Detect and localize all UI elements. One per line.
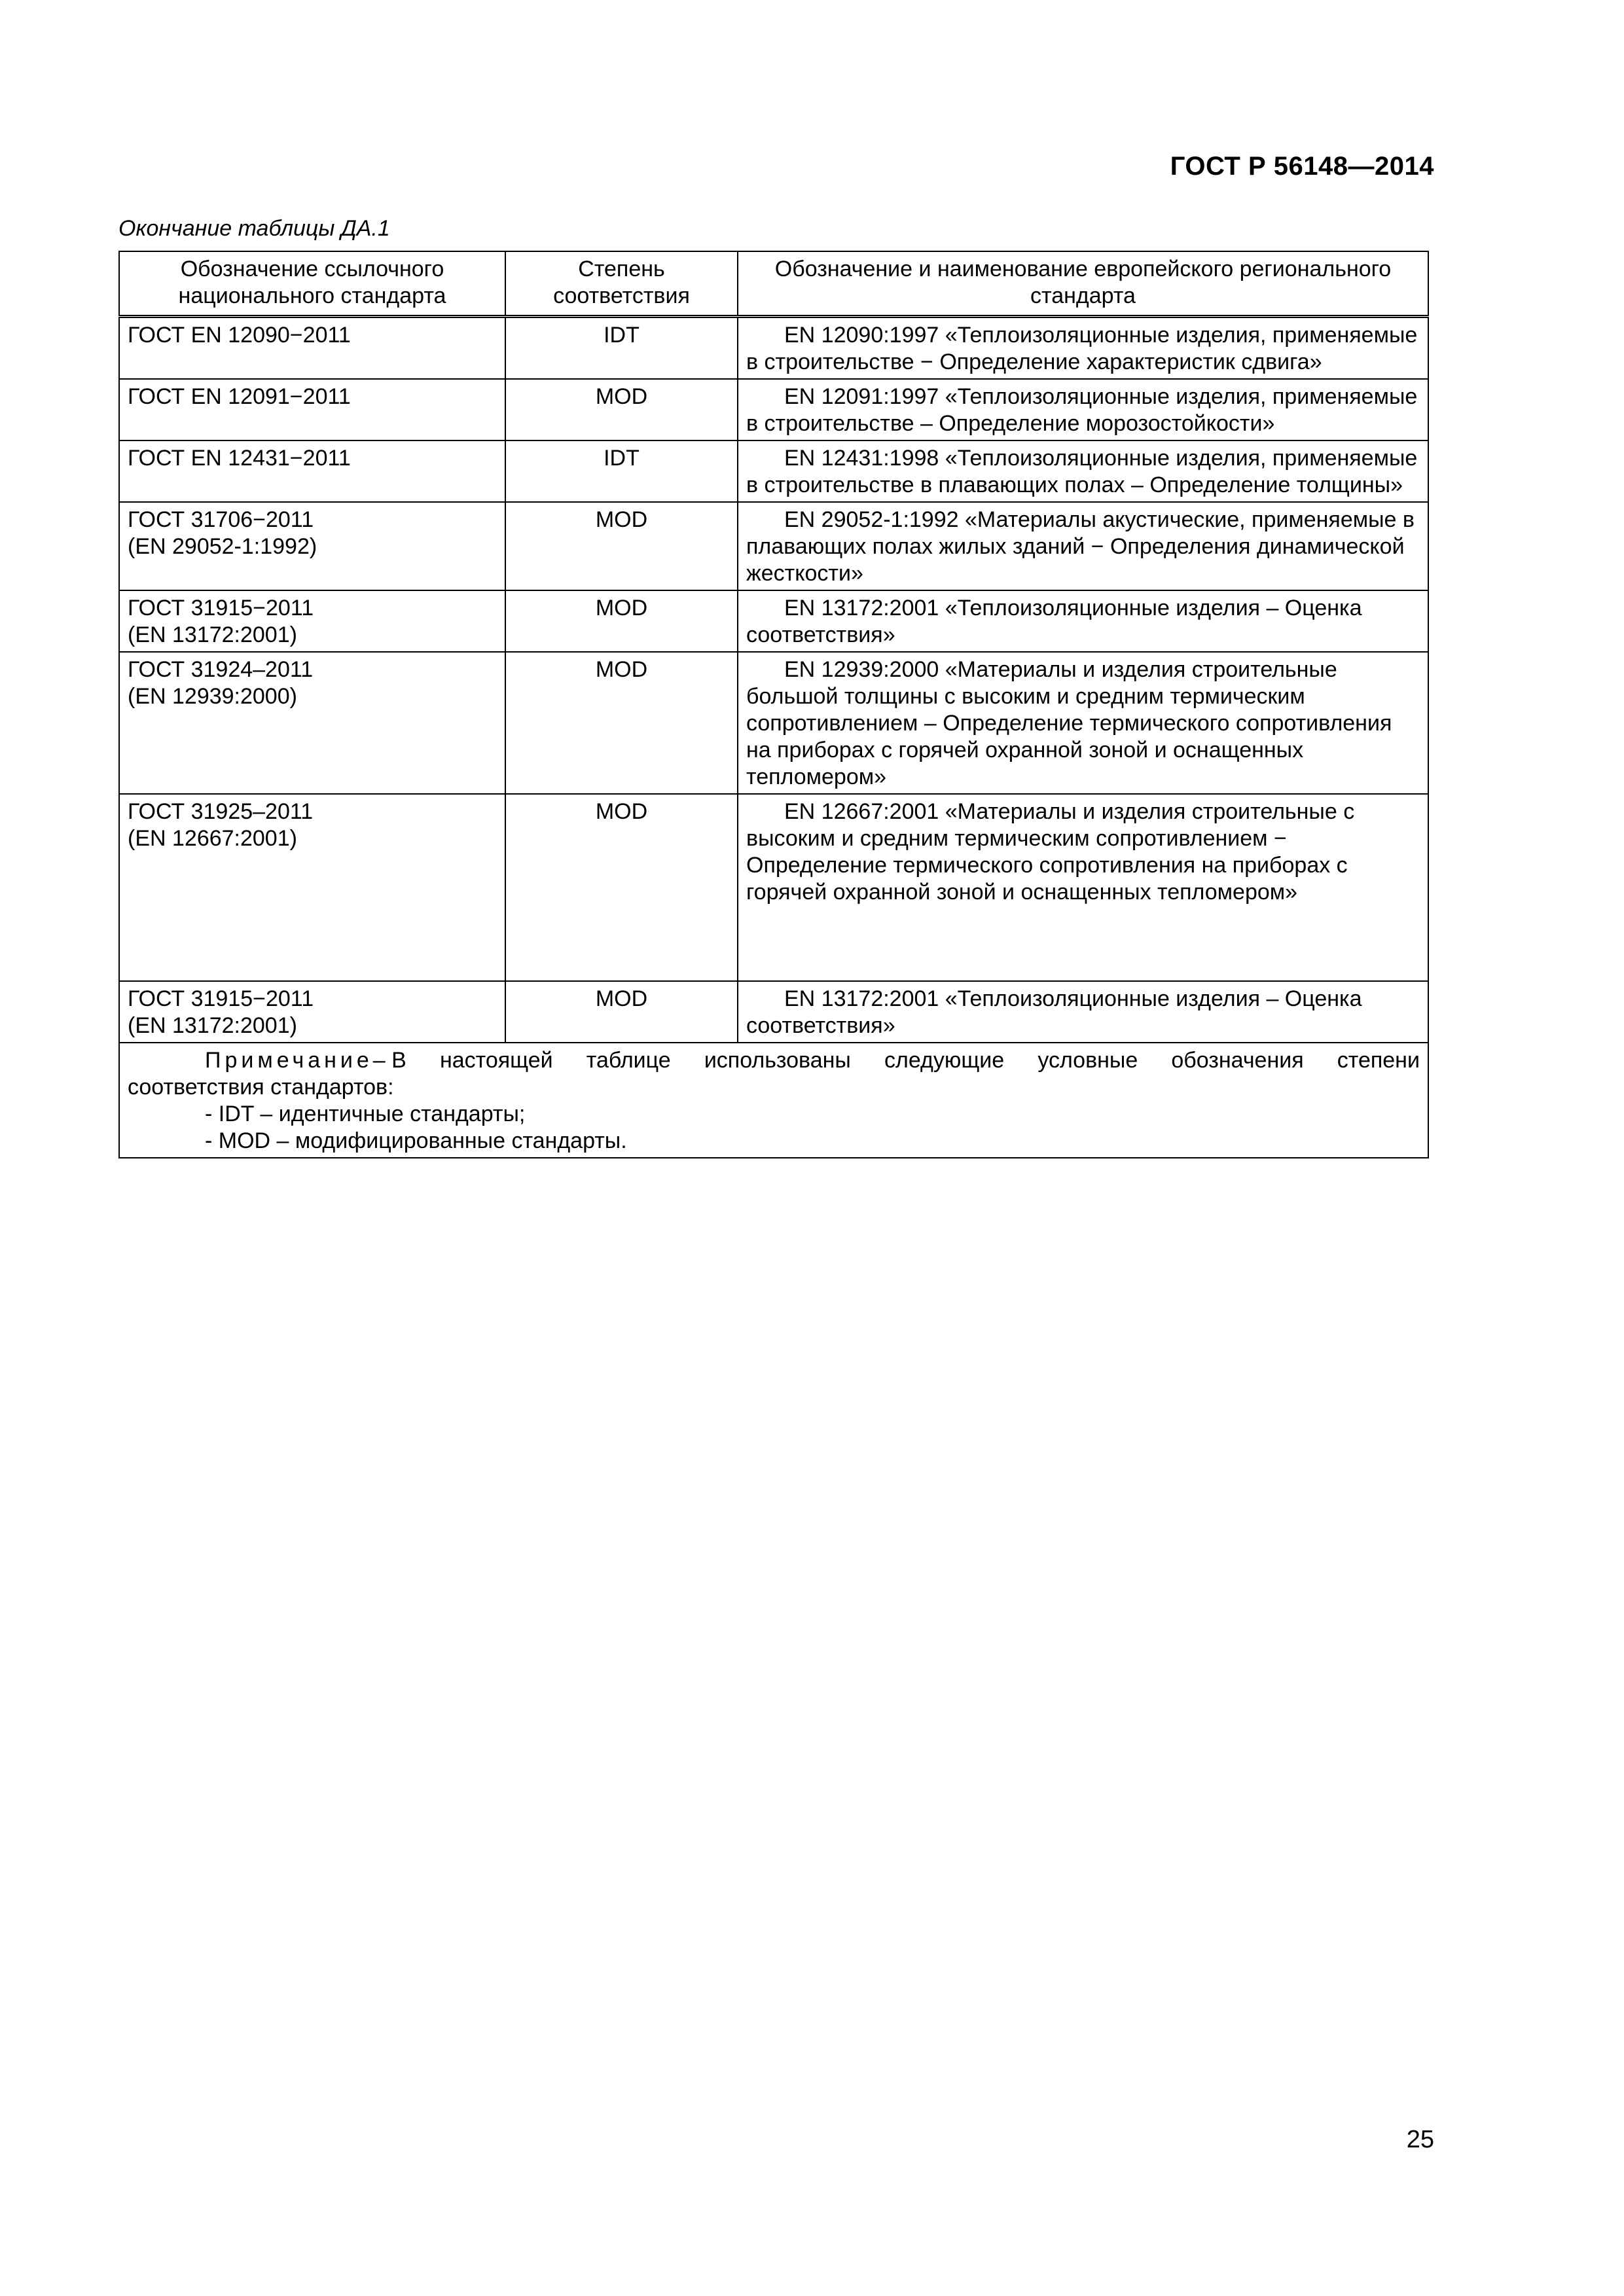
european-standard-cell: EN 12667:2001 «Материалы и изделия строительные с высоким и средним термическим сопротивлением − Определение термического сопротивления на приборах с горячей охранной зоной и оснащенных тепломером»: [738, 794, 1428, 981]
national-standard-cell: [119, 440, 505, 502]
note-item-idt: - IDT – идентичные стандарты;: [205, 1102, 526, 1126]
document-code: ГОСТ Р 56148—2014: [1170, 152, 1434, 181]
table-row: [119, 590, 1428, 652]
table-header-row: [119, 251, 1428, 317]
european-equivalent-code: (EN 12939:2000): [128, 684, 297, 709]
header-degree: Степень соответствия: [505, 251, 738, 317]
european-standard-cell: EN 12090:1997 «Теплоизоляционные изделия, применяемые в строительстве − Определение характеристик сдвига»: [738, 317, 1428, 380]
table-row: [119, 440, 1428, 502]
note-word: обозначения: [1171, 1048, 1304, 1073]
national-standard-cell: [119, 317, 505, 380]
note-word: степени: [1337, 1048, 1420, 1073]
european-standard-cell: EN 12091:1997 «Теплоизоляционные изделия, применяемые в строительстве – Определение морозостойкости»: [738, 379, 1428, 440]
note-word: условные: [1038, 1048, 1138, 1073]
national-standard-cell: [119, 794, 505, 981]
table-caption: Окончание таблицы ДА.1: [118, 216, 390, 241]
national-code: ГОСТ 31924–2011: [128, 657, 314, 682]
degree-cell: MOD: [505, 590, 738, 652]
national-code: ГОСТ EN 12431−2011: [128, 446, 351, 471]
standards-table: [118, 251, 1429, 1158]
note-item-mod: - MOD – модифицированные стандарты.: [205, 1128, 627, 1153]
note-word: использованы: [704, 1048, 851, 1073]
note-first-line: [128, 1047, 1420, 1074]
table-note-row: [119, 1043, 1428, 1158]
note-word: таблице: [586, 1048, 671, 1073]
note-word: настоящей: [439, 1048, 553, 1073]
table-row: [119, 794, 1428, 981]
european-equivalent-code: (EN 13172:2001): [128, 1013, 297, 1038]
degree-cell: MOD: [505, 379, 738, 440]
table-row: [119, 981, 1428, 1043]
national-standard-cell: [119, 652, 505, 794]
table-row: [119, 502, 1428, 590]
national-standard-cell: [119, 981, 505, 1043]
note-word: следующие: [884, 1048, 1005, 1073]
european-equivalent-code: (EN 29052-1:1992): [128, 534, 317, 559]
note-word: – В: [372, 1048, 406, 1073]
national-code: ГОСТ EN 12090−2011: [128, 323, 351, 348]
european-standard-cell: EN 12431:1998 «Теплоизоляционные изделия, применяемые в строительстве в плавающих полах – Определение толщины»: [738, 440, 1428, 502]
european-equivalent-code: (EN 13172:2001): [128, 622, 297, 647]
european-standard-cell: EN 29052-1:1992 «Материалы акустические, применяемые в плавающих полах жилых зданий − Определения динамической жесткости»: [738, 502, 1428, 590]
national-standard-cell: [119, 379, 505, 440]
degree-cell: MOD: [505, 652, 738, 794]
national-code: ГОСТ 31915−2011: [128, 986, 314, 1011]
national-standard-cell: [119, 590, 505, 652]
european-standard-cell: EN 13172:2001 «Теплоизоляционные изделия – Оценка соответствия»: [738, 981, 1428, 1043]
national-code: ГОСТ EN 12091−2011: [128, 384, 351, 409]
table-row: [119, 379, 1428, 440]
degree-cell: MOD: [505, 981, 738, 1043]
degree-cell: MOD: [505, 502, 738, 590]
degree-cell: IDT: [505, 317, 738, 380]
national-code: ГОСТ 31925–2011: [128, 799, 314, 824]
note-second-line: соответствия стандартов:: [128, 1075, 394, 1100]
note-label: Примечание: [205, 1048, 373, 1073]
european-standard-cell: EN 13172:2001 «Теплоизоляционные изделия – Оценка соответствия»: [738, 590, 1428, 652]
european-equivalent-code: (EN 12667:2001): [128, 826, 297, 851]
national-standard-cell: [119, 502, 505, 590]
header-european-standard: Обозначение и наименование европейского регионального стандарта: [738, 251, 1428, 317]
degree-cell: MOD: [505, 794, 738, 981]
european-standard-cell: EN 12939:2000 «Материалы и изделия строительные большой толщины с высоким и средним термическим сопротивлением – Определение термического сопротивления на приборах с горячей охранной зоной и оснащенных тепломером»: [738, 652, 1428, 794]
degree-cell: IDT: [505, 440, 738, 502]
national-code: ГОСТ 31915−2011: [128, 596, 314, 620]
table-row: [119, 652, 1428, 794]
table-note: [119, 1043, 1428, 1158]
header-national-standard: Обозначение ссылочного национального стандарта: [119, 251, 505, 317]
page-number: 25: [1406, 2126, 1434, 2153]
table-row: [119, 317, 1428, 380]
national-code: ГОСТ 31706−2011: [128, 507, 314, 532]
